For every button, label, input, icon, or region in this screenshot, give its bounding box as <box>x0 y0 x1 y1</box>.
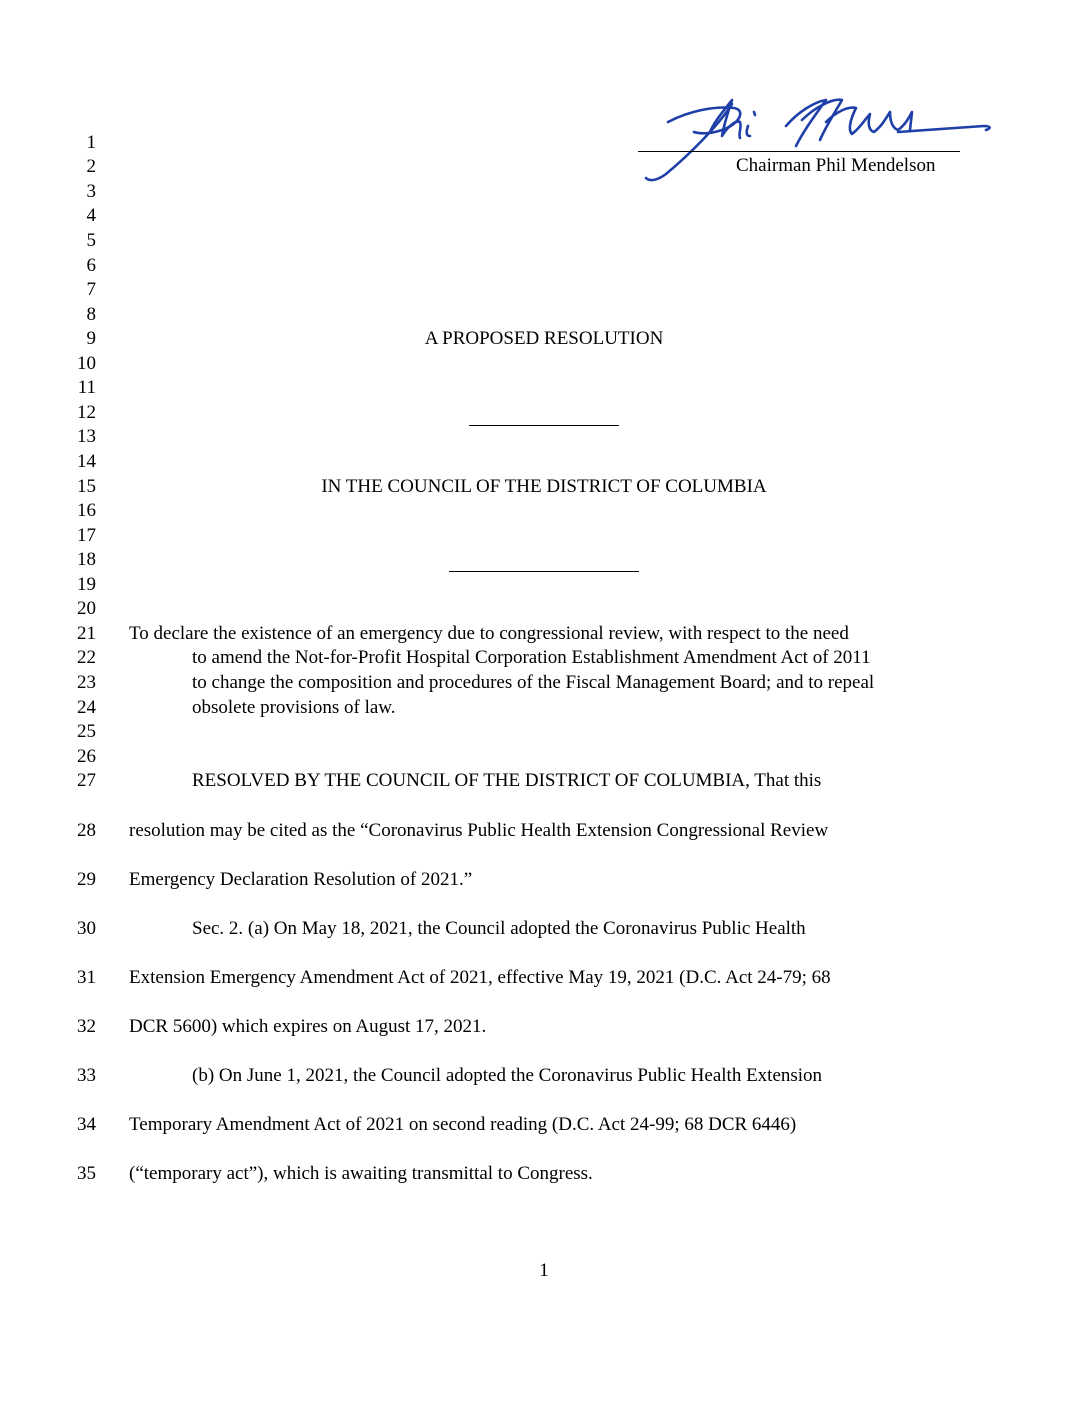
resolution-title: A PROPOSED RESOLUTION <box>424 328 664 349</box>
page-number: 1 <box>539 1260 549 1281</box>
body-line: (b) On June 1, 2021, the Council adopted the Coronavirus Public Health Extension <box>192 1065 823 1086</box>
line-number: 8 <box>86 304 96 325</box>
body-line: (“temporary act”), which is awaiting transmittal to Congress. <box>129 1163 593 1184</box>
body-line: RESOLVED BY THE COUNCIL OF THE DISTRICT OF COLUMBIA, That this <box>192 770 822 791</box>
line-number: 17 <box>77 525 96 546</box>
signature-line <box>638 151 960 152</box>
line-number: 16 <box>77 500 96 521</box>
line-number: 27 <box>77 770 96 791</box>
line-number: 23 <box>77 672 96 693</box>
line-number: 21 <box>77 623 96 644</box>
line-number: 32 <box>77 1016 96 1037</box>
line-number: 14 <box>77 451 96 472</box>
line-number: 29 <box>77 869 96 890</box>
body-line: Temporary Amendment Act of 2021 on second reading (D.C. Act 24-99; 68 DCR 6446) <box>129 1114 797 1135</box>
line-number: 18 <box>77 549 96 570</box>
council-heading: IN THE COUNCIL OF THE DISTRICT OF COLUMBIA <box>321 476 767 497</box>
body-line: Sec. 2. (a) On May 18, 2021, the Council adopted the Coronavirus Public Health <box>192 918 806 939</box>
body-line: Emergency Declaration Resolution of 2021.” <box>129 869 473 890</box>
line-number: 11 <box>77 377 96 398</box>
purpose-line: To declare the existence of an emergency due to congressional review, with respect to the need <box>129 623 849 644</box>
line-number: 31 <box>77 967 96 988</box>
line-number: 30 <box>77 918 96 939</box>
signer-caption: Chairman Phil Mendelson <box>736 155 936 176</box>
line-number: 4 <box>86 205 96 226</box>
line-number: 6 <box>86 255 96 276</box>
body-line: resolution may be cited as the “Coronavirus Public Health Extension Congressional Review <box>129 820 829 841</box>
line-number: 33 <box>77 1065 96 1086</box>
line-number: 35 <box>77 1163 96 1184</box>
council-rule <box>449 571 639 572</box>
line-number: 34 <box>77 1114 96 1135</box>
line-number: 22 <box>77 647 96 668</box>
line-number: 24 <box>77 697 96 718</box>
line-number: 3 <box>86 181 96 202</box>
line-number: 7 <box>86 279 96 300</box>
line-number: 12 <box>77 402 96 423</box>
line-number: 13 <box>77 426 96 447</box>
line-number: 1 <box>86 132 96 153</box>
purpose-line: to amend the Not-for-Profit Hospital Corporation Establishment Amendment Act of 2011 <box>192 647 871 668</box>
line-number: 19 <box>77 574 96 595</box>
body-line: DCR 5600) which expires on August 17, 2021. <box>129 1016 487 1037</box>
body-line: Extension Emergency Amendment Act of 2021, effective May 19, 2021 (D.C. Act 24-79; 68 <box>129 967 831 988</box>
title-rule <box>469 425 619 426</box>
line-number: 26 <box>77 746 96 767</box>
line-number: 20 <box>77 598 96 619</box>
purpose-line: obsolete provisions of law. <box>192 697 396 718</box>
line-number: 25 <box>77 721 96 742</box>
line-number: 10 <box>77 353 96 374</box>
line-number: 15 <box>77 476 96 497</box>
line-number: 28 <box>77 820 96 841</box>
line-number: 5 <box>86 230 96 251</box>
line-number: 2 <box>86 156 96 177</box>
purpose-line: to change the composition and procedures of the Fiscal Management Board; and to repeal <box>192 672 875 693</box>
line-number: 9 <box>86 328 96 349</box>
